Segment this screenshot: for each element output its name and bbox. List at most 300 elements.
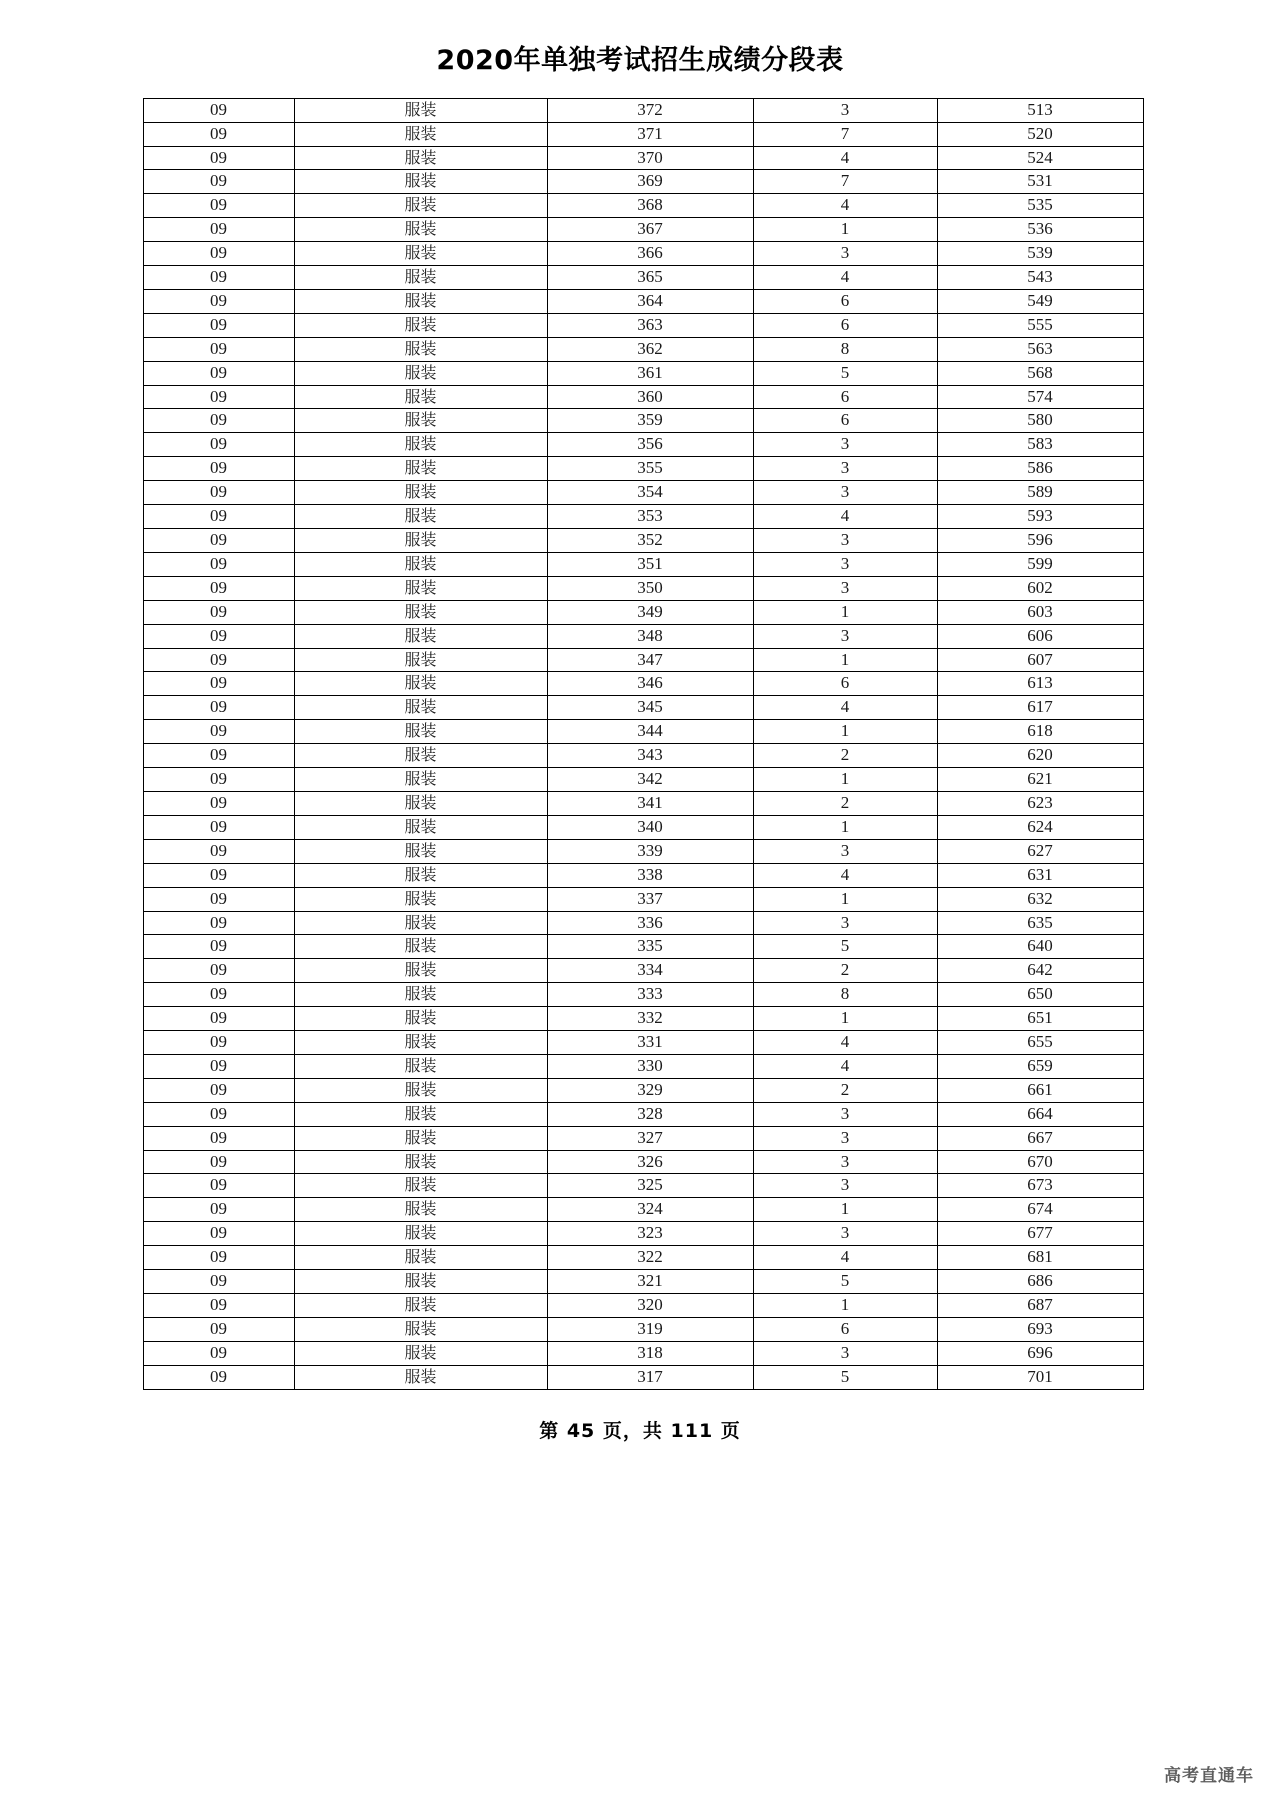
cell-category-code: 09 <box>143 289 294 313</box>
cell-category-code: 09 <box>143 911 294 935</box>
cell-count: 1 <box>753 887 937 911</box>
cell-score: 323 <box>547 1222 753 1246</box>
cell-count: 7 <box>753 170 937 194</box>
cell-score: 325 <box>547 1174 753 1198</box>
cell-category-code: 09 <box>143 1174 294 1198</box>
cell-category-name: 服装 <box>294 457 547 481</box>
cell-category-name: 服装 <box>294 361 547 385</box>
cell-category-name: 服装 <box>294 289 547 313</box>
cell-score: 336 <box>547 911 753 935</box>
cell-count: 4 <box>753 1246 937 1270</box>
cell-cumulative: 535 <box>937 194 1143 218</box>
cell-count: 1 <box>753 648 937 672</box>
cell-count: 3 <box>753 98 937 122</box>
table-row <box>143 1294 1143 1318</box>
cell-cumulative: 664 <box>937 1102 1143 1126</box>
cell-cumulative: 661 <box>937 1078 1143 1102</box>
cell-score: 345 <box>547 696 753 720</box>
table-row <box>143 409 1143 433</box>
cell-count: 8 <box>753 337 937 361</box>
cell-count: 7 <box>753 122 937 146</box>
cell-cumulative: 602 <box>937 576 1143 600</box>
cell-score: 337 <box>547 887 753 911</box>
table-row <box>143 289 1143 313</box>
cell-cumulative: 687 <box>937 1294 1143 1318</box>
cell-category-code: 09 <box>143 1078 294 1102</box>
cell-count: 3 <box>753 1102 937 1126</box>
cell-count: 3 <box>753 911 937 935</box>
table-row <box>143 768 1143 792</box>
cell-category-name: 服装 <box>294 218 547 242</box>
cell-category-name: 服装 <box>294 959 547 983</box>
cell-count: 1 <box>753 815 937 839</box>
cell-category-name: 服装 <box>294 170 547 194</box>
cell-category-code: 09 <box>143 266 294 290</box>
table-row <box>143 1174 1143 1198</box>
cell-score: 324 <box>547 1198 753 1222</box>
cell-cumulative: 583 <box>937 433 1143 457</box>
cell-cumulative: 620 <box>937 744 1143 768</box>
cell-category-code: 09 <box>143 935 294 959</box>
cell-category-code: 09 <box>143 98 294 122</box>
cell-score: 355 <box>547 457 753 481</box>
cell-cumulative: 593 <box>937 505 1143 529</box>
cell-score: 365 <box>547 266 753 290</box>
cell-count: 5 <box>753 1270 937 1294</box>
table-row <box>143 170 1143 194</box>
cell-score: 328 <box>547 1102 753 1126</box>
cell-category-name: 服装 <box>294 1054 547 1078</box>
table-row <box>143 911 1143 935</box>
cell-cumulative: 589 <box>937 481 1143 505</box>
cell-category-code: 09 <box>143 1317 294 1341</box>
cell-cumulative: 617 <box>937 696 1143 720</box>
cell-category-name: 服装 <box>294 863 547 887</box>
cell-category-code: 09 <box>143 1246 294 1270</box>
cell-cumulative: 586 <box>937 457 1143 481</box>
table-row <box>143 839 1143 863</box>
table-row <box>143 1007 1143 1031</box>
cell-count: 2 <box>753 1078 937 1102</box>
cell-count: 5 <box>753 1365 937 1389</box>
cell-score: 361 <box>547 361 753 385</box>
cell-category-name: 服装 <box>294 696 547 720</box>
cell-cumulative: 621 <box>937 768 1143 792</box>
cell-category-code: 09 <box>143 505 294 529</box>
table-row <box>143 600 1143 624</box>
table-row <box>143 1078 1143 1102</box>
cell-score: 321 <box>547 1270 753 1294</box>
cell-cumulative: 596 <box>937 529 1143 553</box>
cell-cumulative: 674 <box>937 1198 1143 1222</box>
table-row <box>143 505 1143 529</box>
cell-cumulative: 549 <box>937 289 1143 313</box>
cell-cumulative: 513 <box>937 98 1143 122</box>
cell-score: 363 <box>547 313 753 337</box>
table-row <box>143 576 1143 600</box>
cell-category-name: 服装 <box>294 1246 547 1270</box>
cell-category-name: 服装 <box>294 1198 547 1222</box>
cell-count: 3 <box>753 552 937 576</box>
cell-count: 3 <box>753 576 937 600</box>
cell-category-code: 09 <box>143 433 294 457</box>
cell-category-code: 09 <box>143 791 294 815</box>
cell-cumulative: 632 <box>937 887 1143 911</box>
cell-cumulative: 640 <box>937 935 1143 959</box>
cell-score: 356 <box>547 433 753 457</box>
table-row <box>143 266 1143 290</box>
cell-category-name: 服装 <box>294 624 547 648</box>
cell-category-name: 服装 <box>294 672 547 696</box>
cell-count: 6 <box>753 672 937 696</box>
cell-category-name: 服装 <box>294 98 547 122</box>
table-row <box>143 935 1143 959</box>
cell-score: 320 <box>547 1294 753 1318</box>
cell-category-code: 09 <box>143 481 294 505</box>
cell-score: 326 <box>547 1150 753 1174</box>
cell-category-name: 服装 <box>294 552 547 576</box>
cell-count: 3 <box>753 1222 937 1246</box>
cell-cumulative: 531 <box>937 170 1143 194</box>
cell-score: 362 <box>547 337 753 361</box>
cell-cumulative: 520 <box>937 122 1143 146</box>
table-row <box>143 194 1143 218</box>
table-row <box>143 242 1143 266</box>
cell-score: 349 <box>547 600 753 624</box>
table-row <box>143 624 1143 648</box>
cell-score: 332 <box>547 1007 753 1031</box>
cell-score: 335 <box>547 935 753 959</box>
table-row <box>143 146 1143 170</box>
cell-count: 1 <box>753 218 937 242</box>
cell-category-code: 09 <box>143 1365 294 1389</box>
cell-category-code: 09 <box>143 194 294 218</box>
cell-category-code: 09 <box>143 1222 294 1246</box>
cell-category-name: 服装 <box>294 146 547 170</box>
table-row <box>143 791 1143 815</box>
cell-cumulative: 606 <box>937 624 1143 648</box>
table-row <box>143 983 1143 1007</box>
cell-cumulative: 536 <box>937 218 1143 242</box>
cell-category-name: 服装 <box>294 576 547 600</box>
cell-category-name: 服装 <box>294 1150 547 1174</box>
cell-count: 3 <box>753 1341 937 1365</box>
cell-category-name: 服装 <box>294 911 547 935</box>
cell-category-name: 服装 <box>294 1294 547 1318</box>
table-row <box>143 887 1143 911</box>
cell-category-code: 09 <box>143 815 294 839</box>
cell-category-name: 服装 <box>294 720 547 744</box>
cell-count: 6 <box>753 1317 937 1341</box>
cell-count: 3 <box>753 433 937 457</box>
table-row <box>143 672 1143 696</box>
table-row <box>143 648 1143 672</box>
cell-score: 344 <box>547 720 753 744</box>
cell-count: 3 <box>753 242 937 266</box>
cell-count: 2 <box>753 959 937 983</box>
cell-cumulative: 686 <box>937 1270 1143 1294</box>
cell-category-code: 09 <box>143 385 294 409</box>
cell-category-name: 服装 <box>294 1126 547 1150</box>
cell-category-code: 09 <box>143 313 294 337</box>
cell-count: 4 <box>753 696 937 720</box>
cell-category-name: 服装 <box>294 385 547 409</box>
cell-count: 4 <box>753 266 937 290</box>
page-title: 2020年单独考试招生成绩分段表 <box>436 45 844 76</box>
cell-cumulative: 681 <box>937 1246 1143 1270</box>
cell-category-code: 09 <box>143 720 294 744</box>
cell-category-code: 09 <box>143 1126 294 1150</box>
cell-cumulative: 696 <box>937 1341 1143 1365</box>
cell-category-code: 09 <box>143 1294 294 1318</box>
cell-score: 352 <box>547 529 753 553</box>
cell-score: 317 <box>547 1365 753 1389</box>
cell-count: 2 <box>753 744 937 768</box>
cell-category-code: 09 <box>143 1341 294 1365</box>
table-row <box>143 1102 1143 1126</box>
cell-category-code: 09 <box>143 983 294 1007</box>
table-row <box>143 1317 1143 1341</box>
cell-count: 3 <box>753 1174 937 1198</box>
cell-category-code: 09 <box>143 361 294 385</box>
cell-category-name: 服装 <box>294 1078 547 1102</box>
cell-count: 3 <box>753 481 937 505</box>
cell-score: 329 <box>547 1078 753 1102</box>
cell-count: 4 <box>753 146 937 170</box>
cell-cumulative: 607 <box>937 648 1143 672</box>
cell-count: 3 <box>753 624 937 648</box>
cell-cumulative: 543 <box>937 266 1143 290</box>
cell-category-code: 09 <box>143 887 294 911</box>
table-row <box>143 98 1143 122</box>
cell-score: 366 <box>547 242 753 266</box>
cell-category-code: 09 <box>143 1198 294 1222</box>
cell-category-name: 服装 <box>294 1031 547 1055</box>
cell-score: 354 <box>547 481 753 505</box>
cell-score: 339 <box>547 839 753 863</box>
cell-category-name: 服装 <box>294 313 547 337</box>
cell-count: 3 <box>753 457 937 481</box>
table-row <box>143 1246 1143 1270</box>
cell-count: 1 <box>753 1007 937 1031</box>
cell-score: 353 <box>547 505 753 529</box>
cell-category-name: 服装 <box>294 481 547 505</box>
cell-count: 3 <box>753 529 937 553</box>
cell-score: 347 <box>547 648 753 672</box>
table-row <box>143 218 1143 242</box>
cell-score: 318 <box>547 1341 753 1365</box>
table-body <box>143 98 1143 1389</box>
cell-count: 6 <box>753 385 937 409</box>
cell-score: 338 <box>547 863 753 887</box>
cell-category-code: 09 <box>143 768 294 792</box>
cell-category-code: 09 <box>143 624 294 648</box>
cell-count: 1 <box>753 600 937 624</box>
cell-score: 346 <box>547 672 753 696</box>
cell-cumulative: 599 <box>937 552 1143 576</box>
cell-cumulative: 635 <box>937 911 1143 935</box>
cell-category-code: 09 <box>143 170 294 194</box>
cell-score: 343 <box>547 744 753 768</box>
cell-count: 4 <box>753 1031 937 1055</box>
cell-category-name: 服装 <box>294 266 547 290</box>
cell-category-name: 服装 <box>294 791 547 815</box>
table-row <box>143 720 1143 744</box>
cell-score: 370 <box>547 146 753 170</box>
table-row <box>143 1222 1143 1246</box>
cell-category-code: 09 <box>143 1054 294 1078</box>
cell-cumulative: 651 <box>937 1007 1143 1031</box>
table-row <box>143 361 1143 385</box>
cell-category-code: 09 <box>143 648 294 672</box>
cell-category-name: 服装 <box>294 1317 547 1341</box>
cell-score: 360 <box>547 385 753 409</box>
cell-score: 322 <box>547 1246 753 1270</box>
cell-count: 6 <box>753 313 937 337</box>
cell-category-code: 09 <box>143 1102 294 1126</box>
cell-category-code: 09 <box>143 696 294 720</box>
table-row <box>143 815 1143 839</box>
table-row <box>143 863 1143 887</box>
cell-cumulative: 603 <box>937 600 1143 624</box>
cell-cumulative: 563 <box>937 337 1143 361</box>
cell-category-code: 09 <box>143 218 294 242</box>
cell-score: 371 <box>547 122 753 146</box>
cell-category-code: 09 <box>143 672 294 696</box>
cell-score: 327 <box>547 1126 753 1150</box>
cell-count: 2 <box>753 791 937 815</box>
cell-count: 1 <box>753 1294 937 1318</box>
cell-category-code: 09 <box>143 1150 294 1174</box>
cell-category-code: 09 <box>143 122 294 146</box>
cell-category-name: 服装 <box>294 1365 547 1389</box>
table-row <box>143 1031 1143 1055</box>
cell-cumulative: 650 <box>937 983 1143 1007</box>
cell-score: 359 <box>547 409 753 433</box>
table-row <box>143 959 1143 983</box>
cell-count: 4 <box>753 863 937 887</box>
cell-cumulative: 580 <box>937 409 1143 433</box>
cell-count: 3 <box>753 1126 937 1150</box>
cell-category-code: 09 <box>143 863 294 887</box>
cell-category-name: 服装 <box>294 122 547 146</box>
table-row <box>143 433 1143 457</box>
cell-category-name: 服装 <box>294 600 547 624</box>
cell-cumulative: 623 <box>937 791 1143 815</box>
cell-cumulative: 618 <box>937 720 1143 744</box>
table-row <box>143 1365 1143 1389</box>
cell-category-code: 09 <box>143 959 294 983</box>
table-row <box>143 457 1143 481</box>
cell-score: 341 <box>547 791 753 815</box>
table-row <box>143 313 1143 337</box>
cell-category-code: 09 <box>143 146 294 170</box>
cell-score: 342 <box>547 768 753 792</box>
cell-cumulative: 655 <box>937 1031 1143 1055</box>
cell-score: 372 <box>547 98 753 122</box>
table-row <box>143 552 1143 576</box>
cell-cumulative: 673 <box>937 1174 1143 1198</box>
cell-category-name: 服装 <box>294 839 547 863</box>
cell-category-code: 09 <box>143 552 294 576</box>
cell-cumulative: 631 <box>937 863 1143 887</box>
cell-count: 8 <box>753 983 937 1007</box>
table-row <box>143 1150 1143 1174</box>
cell-category-name: 服装 <box>294 744 547 768</box>
table-row <box>143 529 1143 553</box>
cell-category-name: 服装 <box>294 768 547 792</box>
cell-category-code: 09 <box>143 600 294 624</box>
table-row <box>143 1126 1143 1150</box>
cell-score: 333 <box>547 983 753 1007</box>
cell-category-code: 09 <box>143 1270 294 1294</box>
cell-category-name: 服装 <box>294 1102 547 1126</box>
table-row <box>143 385 1143 409</box>
cell-cumulative: 524 <box>937 146 1143 170</box>
cell-cumulative: 613 <box>937 672 1143 696</box>
cell-score: 350 <box>547 576 753 600</box>
watermark: 高考直通车 <box>1164 1766 1254 1786</box>
table-row <box>143 1341 1143 1365</box>
cell-category-name: 服装 <box>294 242 547 266</box>
cell-cumulative: 574 <box>937 385 1143 409</box>
cell-category-code: 09 <box>143 744 294 768</box>
cell-count: 4 <box>753 194 937 218</box>
table-row <box>143 1270 1143 1294</box>
cell-category-name: 服装 <box>294 648 547 672</box>
cell-category-code: 09 <box>143 242 294 266</box>
cell-category-name: 服装 <box>294 1007 547 1031</box>
cell-score: 368 <box>547 194 753 218</box>
cell-score: 367 <box>547 218 753 242</box>
cell-count: 4 <box>753 505 937 529</box>
cell-score: 319 <box>547 1317 753 1341</box>
cell-category-code: 09 <box>143 839 294 863</box>
table-row <box>143 1054 1143 1078</box>
table-row <box>143 1198 1143 1222</box>
cell-category-code: 09 <box>143 1007 294 1031</box>
score-table-container <box>143 98 1138 1390</box>
cell-count: 6 <box>753 409 937 433</box>
cell-category-name: 服装 <box>294 887 547 911</box>
page-footer: 第 45 页，共 111 页 <box>539 1419 741 1442</box>
cell-cumulative: 568 <box>937 361 1143 385</box>
cell-category-code: 09 <box>143 576 294 600</box>
cell-cumulative: 539 <box>937 242 1143 266</box>
cell-score: 340 <box>547 815 753 839</box>
table-row <box>143 122 1143 146</box>
cell-count: 1 <box>753 1198 937 1222</box>
cell-count: 1 <box>753 768 937 792</box>
cell-score: 330 <box>547 1054 753 1078</box>
cell-cumulative: 677 <box>937 1222 1143 1246</box>
cell-count: 3 <box>753 839 937 863</box>
cell-score: 369 <box>547 170 753 194</box>
cell-category-name: 服装 <box>294 433 547 457</box>
cell-count: 5 <box>753 935 937 959</box>
table-row <box>143 481 1143 505</box>
cell-score: 364 <box>547 289 753 313</box>
cell-count: 4 <box>753 1054 937 1078</box>
cell-category-name: 服装 <box>294 1341 547 1365</box>
table-row <box>143 337 1143 361</box>
cell-cumulative: 667 <box>937 1126 1143 1150</box>
cell-score: 351 <box>547 552 753 576</box>
cell-count: 5 <box>753 361 937 385</box>
cell-category-name: 服装 <box>294 983 547 1007</box>
cell-category-code: 09 <box>143 409 294 433</box>
table-row <box>143 744 1143 768</box>
